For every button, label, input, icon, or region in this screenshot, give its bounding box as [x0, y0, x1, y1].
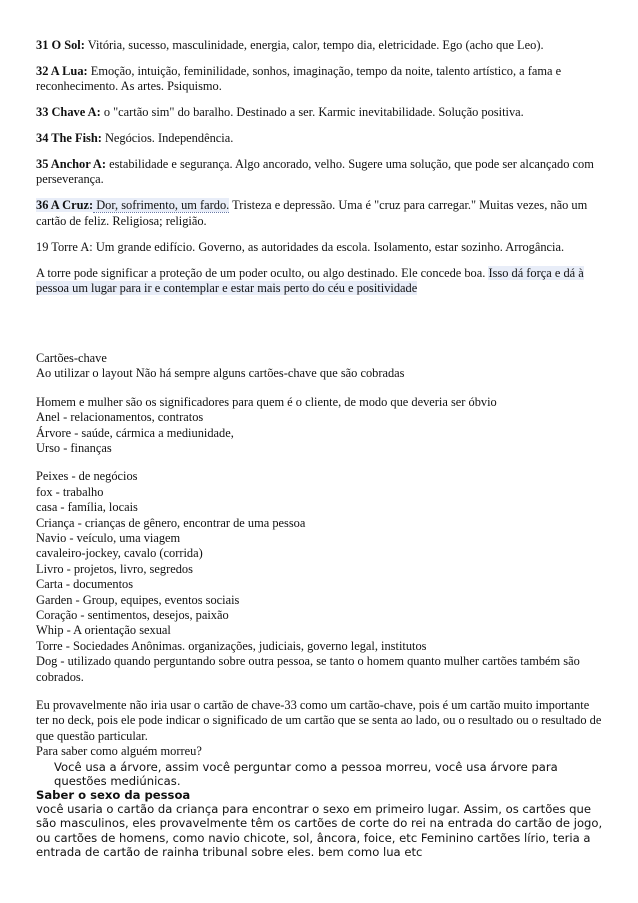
list-item: Criança - crianças de gênero, encontrar de uma pessoa	[36, 515, 306, 530]
card-entry-36	[36, 198, 604, 229]
list-item: Homem e mulher são os significadores para quem é o cliente, de modo que deveria ser óbvio	[36, 394, 497, 409]
list-item: casa - família, locais	[36, 500, 138, 515]
document-page	[36, 38, 604, 859]
card-meaning: Negócios. Independência.	[101, 131, 234, 146]
list-item: Árvore - saúde, cármica a mediunidade,	[36, 425, 234, 440]
list-item: Anel - relacionamentos, contratos	[36, 410, 204, 425]
list-item: Garden - Group, equipes, eventos sociais	[36, 592, 240, 607]
gender-body: você usaria o cartão da criança para encontrar o sexo em primeiro lugar. Assim, os cartões que são masculinos, eles provavelmente têm os cartões de corte do rei na entrada do cartão de jogo, ou cartões de homens, como navio chicote, sol, âncora, foice, etc Feminino cartões lírio, teria a entrada de cartão de rainha tribunal sobre eles. bem como lua etc	[36, 802, 603, 859]
torre-extra-entry	[36, 266, 604, 297]
card-entry-35	[36, 157, 604, 188]
card-meaning: o "cartão sim" do baralho. Destinado a ser. Karmic inevitabilidade. Solução positiva.	[100, 105, 524, 120]
torre-extra-highlight: Isso dá força e dá à pessoa um lugar para ir e contemplar e estar mais perto do céu e positividade	[36, 265, 584, 295]
key-cards-title: Cartões-chave	[36, 350, 107, 365]
list-item: Navio - veículo, uma viagem	[36, 530, 181, 545]
torre-entry: 19 Torre A: Um grande edifício. Governo, as autoridades da escola. Isolamento, estar sozinho. Arrogância.	[36, 239, 565, 254]
key-cards-group-2	[36, 469, 604, 685]
card-label: 35 Anchor A:	[36, 157, 106, 172]
key-cards-group-1	[36, 395, 604, 457]
list-item: Coração - sentimentos, desejos, paixão	[36, 607, 229, 622]
card-meaning: Tristeza e depressão. Uma é "cruz para carregar." Muitas vezes, não um cartão de feliz. Religiosa; religião.	[36, 198, 588, 228]
list-item: Carta - documentos	[36, 577, 134, 592]
highlighted-label-wrap	[36, 198, 229, 212]
closing-block	[36, 698, 604, 760]
card-label: 34 The Fish:	[36, 131, 102, 146]
list-item: fox - trabalho	[36, 484, 104, 499]
closing-paragraph: Eu provavelmente não iria usar o cartão de chave-33 como um cartão-chave, pois é um cartão muito importante ter no deck, pois ele pode indicar o significado de um cartão que se senta ao lado, ou o resultado ou o resultado de que questão particular.	[36, 698, 602, 743]
tree-note: Você usa a árvore, assim você perguntar como a pessoa morreu, você usa árvore para questões mediúnicas.	[54, 759, 558, 788]
sans-section	[36, 760, 604, 859]
card-meaning: estabilidade e segurança. Algo ancorado, velho. Sugere uma solução, que pode ser alcançado com perseverança.	[36, 157, 594, 187]
list-item: Torre - Sociedades Anônimas. organizações, judiciais, governo legal, institutos	[36, 638, 427, 653]
card-label: 31 O Sol:	[36, 38, 85, 52]
card-meaning: Emoção, intuição, feminilidade, sonhos, imaginação, tempo da noite, talento artístico, a fama e reconhecimento. As artes. Psiquismo.	[36, 63, 562, 94]
card-label: 33 Chave A:	[36, 105, 101, 120]
death-question: Para saber como alguém morreu?	[36, 744, 202, 759]
key-cards-intro-block	[36, 351, 604, 382]
list-item: Peixes - de negócios	[36, 469, 138, 484]
highlighted-meaning: Dor, sofrimento, um fardo.	[93, 198, 230, 213]
card-meaning: Vitória, sucesso, masculinidade, energia, calor, tempo dia, eletricidade. Ego (acho que Leo).	[84, 38, 544, 52]
card-entry-31	[36, 38, 604, 53]
gender-heading: Saber o sexo da pessoa	[36, 788, 191, 803]
key-cards-intro: Ao utilizar o layout Não há sempre alguns cartões-chave que são cobradas	[36, 366, 405, 381]
card-label: 32 A Lua:	[36, 63, 88, 78]
card-entry-34	[36, 131, 604, 146]
list-item: cavaleiro-jockey, cavalo (corrida)	[36, 546, 203, 561]
torre-extra-text: A torre pode significar a proteção de um poder oculto, ou algo destinado. Ele concede boa.	[36, 265, 489, 280]
card-label: 36 A Cruz:	[36, 198, 94, 213]
list-item: Dog - utilizado quando perguntando sobre outra pessoa, se tanto o homem quanto mulher cartões também são cobrados.	[36, 654, 580, 684]
list-item: Livro - projetos, livro, segredos	[36, 561, 193, 576]
card-entry-32	[36, 64, 604, 95]
list-item: Whip - A orientação sexual	[36, 623, 171, 638]
spacer	[36, 307, 604, 351]
list-item: Urso - finanças	[36, 440, 112, 455]
card-entry-33	[36, 105, 604, 120]
